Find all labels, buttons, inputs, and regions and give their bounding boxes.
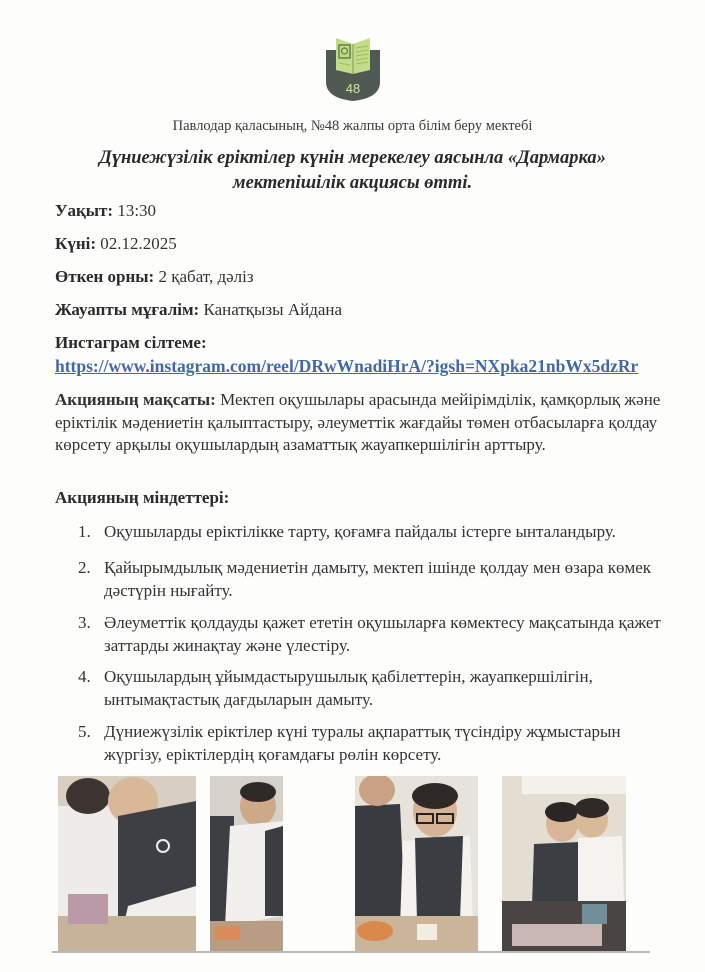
instagram-link[interactable]: https://www.instagram.com/reel/DRwWnadiHrA/?igsh=NXpka21nbWx5dzRr: [55, 356, 639, 376]
title-line-1: Дүниежүзілік еріктілер күнін мерекелеу аясынла «Дармарка»: [99, 148, 606, 168]
place-label: Өткен орны:: [55, 267, 155, 286]
teacher-value: Канатқызы Айдана: [203, 300, 343, 319]
tasks-heading: Акцияның міндеттері:: [55, 488, 230, 507]
task-item: 1. Оқушыларды еріктілікке тарту, қоғамға пайдалы істерге ынталандыру.: [78, 522, 616, 541]
event-photo-3: [355, 776, 478, 951]
school-name: Павлодар қаласының, №48 жалпы орта білім беру мектебі: [172, 118, 533, 134]
instagram-label-row: [55, 333, 207, 353]
document-title: [0, 146, 705, 196]
event-photo-2: [210, 776, 283, 951]
task-item: 3. Әлеуметтік қолдауды қажет ететін оқушыларға көмектесу мақсатында қажет заттарды жинақтау және үлестіру.: [78, 613, 661, 655]
event-photo-4: [502, 776, 626, 951]
task-item: 5. Дүниежүзілік еріктілер күні туралы ақпараттық түсіндіру жұмыстарын жүргізу, еріктілердің қоғамдағы рөлін көрсету.: [78, 722, 621, 764]
task-item: 2. Қайырымдылық мәдениетін дамыту, мектеп ішінде қолдау мен өзара көмек дәстүрін нығайту.: [78, 558, 652, 600]
time-row: [55, 201, 156, 221]
goal-text: Мектеп оқушылары арасында мейірімділік, қамқорлық және еріктілік мәдениетін қалыптастыру, әлеуметтік жағдайы төмен отбасыларға қолдау көрсету арқылы оқушылардың азаматтық жауапкершілігін арттыру.: [55, 390, 661, 454]
instagram-label: Инстаграм сілтеме:: [55, 333, 207, 352]
date-label: Күні:: [55, 234, 97, 253]
date-value: 02.12.2025: [100, 234, 177, 253]
event-photo-1: [58, 776, 196, 951]
time-label: Уақыт:: [55, 201, 114, 220]
title-line-2: мектепішілік акциясы өтті.: [232, 173, 473, 193]
bottom-divider: [52, 951, 650, 953]
place-row: [55, 267, 254, 287]
place-value: 2 қабат, дәліз: [158, 267, 254, 286]
school-emblem-icon: [322, 36, 384, 102]
goal-paragraph: [55, 389, 665, 457]
svg-text:48: 48: [345, 81, 361, 96]
teacher-row: [55, 300, 342, 320]
time-value: 13:30: [117, 201, 157, 220]
goal-label: Акцияның мақсаты:: [55, 390, 216, 409]
date-row: [55, 234, 177, 254]
school-logo: [322, 36, 384, 102]
task-item: 4. Оқушылардың ұйымдастырушылық қабілеттерін, жауапкершілігін, ынтымақтастық дағдыларын дамыту.: [78, 667, 593, 709]
teacher-label: Жауапты мұғалім:: [55, 300, 200, 319]
